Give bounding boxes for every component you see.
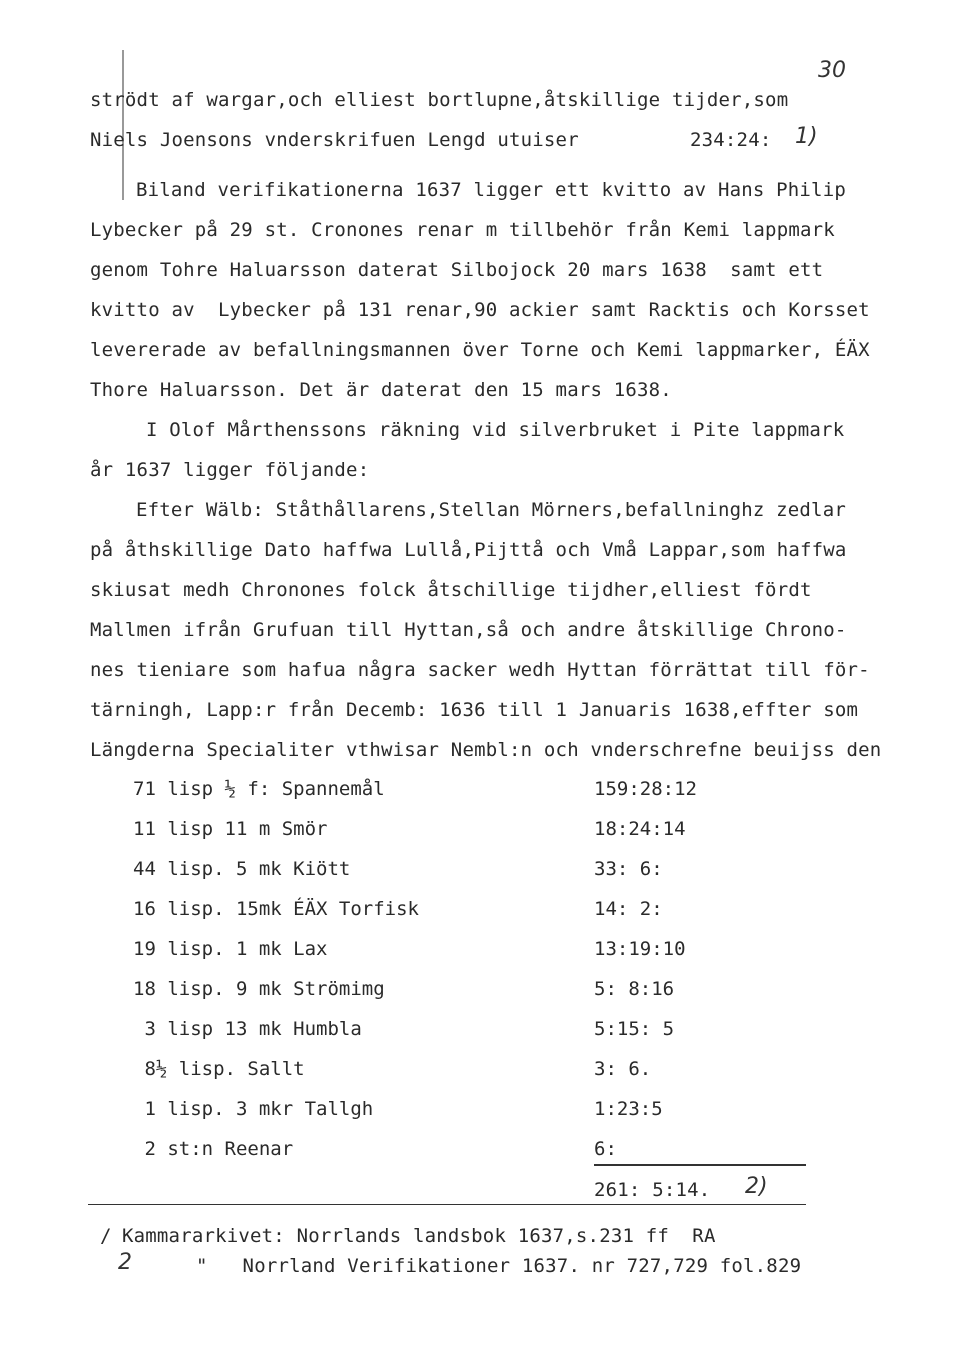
- table-item: 18 lisp. 9 mk Strömimg: [133, 978, 385, 1000]
- table-row: [0, 938, 960, 966]
- body-line-1: strödt af wargar,och elliest bortlupne,åtskillige tijder,som: [90, 89, 789, 111]
- table-item: 11 lisp 11 m Smör: [133, 818, 328, 840]
- body-line-13: skiusat medh Chronones folck åtschillige tijdher,elliest fördt: [90, 579, 812, 601]
- body-line-6: kvitto av Lybecker på 131 renar,90 ackier samt Racktis och Korsset: [90, 299, 870, 321]
- table-amount: 159:28:12: [594, 778, 697, 800]
- footnote-1: Kammararkivet: Norrlands landsbok 1637,s.231 ff RA: [122, 1225, 716, 1247]
- table-item: 1 lisp. 3 mkr Tallgh: [133, 1098, 374, 1120]
- table-item: 3 lisp 13 mk Humbla: [133, 1018, 362, 1040]
- table-item: 16 lisp. 15mk ÉÄX Torfisk: [133, 898, 419, 920]
- table-item: 2 st:n Reenar: [133, 1138, 294, 1160]
- body-line-5: genom Tohre Haluarsson daterat Silbojock 20 mars 1638 samt ett: [90, 259, 824, 281]
- table-amount: 3: 6.: [594, 1058, 652, 1080]
- body-line-8: Thore Haluarsson. Det är daterat den 15 mars 1638.: [90, 379, 672, 401]
- table-amount: 5: 8:16: [594, 978, 675, 1000]
- table-amount: 33: 6:: [594, 858, 663, 880]
- table-row: [0, 978, 960, 1006]
- margin-mark: [122, 50, 124, 200]
- table-item: 19 lisp. 1 mk Lax: [133, 938, 328, 960]
- table-row: [0, 858, 960, 886]
- body-line-7: levererade av befallningsmannen över Torne och Kemi lappmarker, ÉÄX: [90, 339, 870, 361]
- table-item: 8½ lisp. Sallt: [133, 1058, 305, 1080]
- body-line-15: nes tieniare som hafua några sacker wedh Hyttan förrättat till för-: [90, 659, 870, 681]
- table-amount: 6:: [594, 1138, 617, 1160]
- body-line-3: Biland verifikationerna 1637 ligger ett kvitto av Hans Philip: [136, 179, 846, 201]
- table-row: [0, 778, 960, 806]
- table-row: [0, 1018, 960, 1046]
- body-line-12: på åthskillige Dato haffwa Lullå,Pijttå och Vmå Lappar,som haffwa: [90, 539, 847, 561]
- body-line-9: I Olof Mårthenssons räkning vid silverbruket i Pite lappmark: [146, 419, 845, 441]
- table-row: [0, 818, 960, 846]
- table-amount: 5:15: 5: [594, 1018, 675, 1040]
- body-line-4: Lybecker på 29 st. Cronones renar m tillbehör från Kemi lappmark: [90, 219, 835, 241]
- sum-rule: [594, 1164, 806, 1166]
- body-line-2-amount: 234:24:: [690, 129, 772, 151]
- body-line-17: Längderna Specialiter vthwisar Nembl:n och vnderschrefne beuijss den: [90, 739, 882, 761]
- table-item: 71 lisp ½ f: Spannemål: [133, 778, 385, 800]
- table-amount: 14: 2:: [594, 898, 663, 920]
- table-item: 44 lisp. 5 mk Kiött: [133, 858, 351, 880]
- table-row: [0, 898, 960, 926]
- footnote-2-marker: 2: [118, 1250, 132, 1275]
- table-row: [0, 1098, 960, 1126]
- footnote-1-marker: /: [100, 1225, 112, 1247]
- body-line-10: år 1637 ligger följande:: [90, 459, 370, 481]
- footnote-rule: [88, 1204, 806, 1205]
- footnote-2: " Norrland Verifikationer 1637. nr 727,729 fol.829: [196, 1255, 802, 1277]
- page-number: 30: [818, 58, 846, 83]
- table-row: [0, 1058, 960, 1086]
- body-line-14: Mallmen ifrån Grufuan till Hyttan,så och andre åtskillige Chrono-: [90, 619, 847, 641]
- table-row: [0, 1138, 960, 1166]
- body-line-2: Niels Joensons vnderskrifuen Lengd utuiser: [90, 129, 579, 151]
- table-amount: 1:23:5: [594, 1098, 663, 1120]
- footnote-marker-1: 1): [795, 124, 818, 149]
- footnote-marker-2: 2): [745, 1174, 768, 1199]
- body-line-11: Efter Wälb: Ståthållarens,Stellan Mörners,befallninghz zedlar: [136, 499, 846, 521]
- table-amount: 18:24:14: [594, 818, 686, 840]
- total-amount: 261: 5:14.: [594, 1179, 711, 1201]
- table-amount: 13:19:10: [594, 938, 686, 960]
- body-line-16: tärningh, Lapp:r från Decemb: 1636 till 1 Januaris 1638,effter som: [90, 699, 859, 721]
